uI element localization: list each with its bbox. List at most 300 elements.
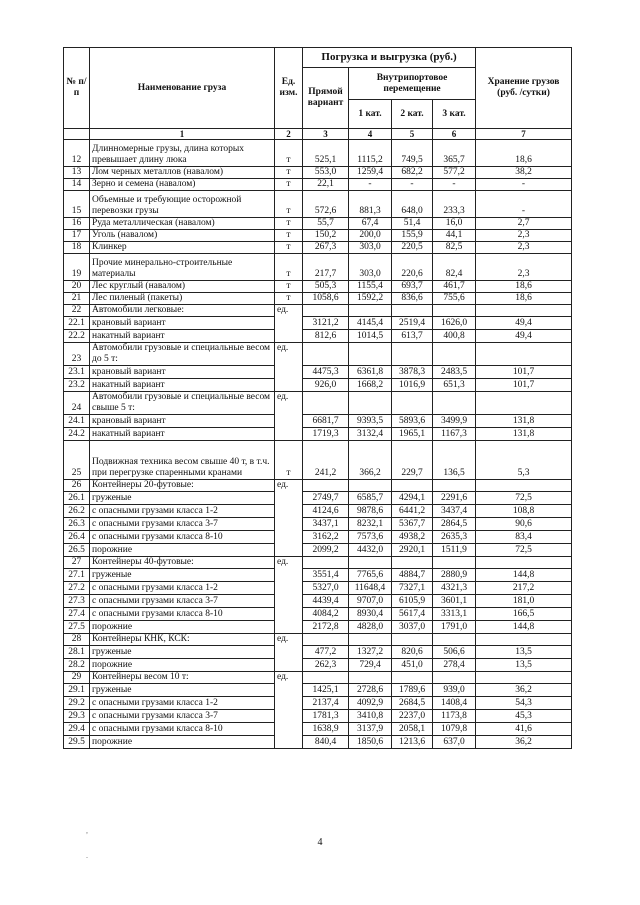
cell-direct: 4084,2 [303,608,349,621]
cell-c3: 2291,6 [433,492,476,505]
group-title: Автомобили легковые: [90,305,275,317]
cell-c1: 9707,0 [349,595,392,608]
cell-c1: 881,3 [349,191,392,218]
table-row [64,140,572,167]
cell-c2: 229,7 [392,441,433,480]
cell-c3: 3499,9 [433,415,476,428]
cell-c3: 400,8 [433,330,476,343]
row-number: 26.1 [64,492,90,505]
row-number: 22 [64,305,90,317]
empty-cell [392,480,433,492]
cargo-name: с опасными грузами класса 8-10 [90,723,275,736]
cell-store: 2,3 [476,242,572,254]
row-number: 26.2 [64,505,90,518]
unit: т [275,441,303,480]
cell-c3: 577,2 [433,167,476,179]
empty-cell [392,392,433,415]
table-row [64,317,572,330]
row-number: 28.1 [64,646,90,659]
cell-c2: 613,7 [392,330,433,343]
cell-store: 13,5 [476,659,572,672]
table-row [64,191,572,218]
row-number: 29 [64,672,90,684]
cell-c2: 2920,1 [392,544,433,557]
cell-c3: 82,4 [433,254,476,281]
col-header-unit: Ед. изм. [275,48,303,129]
cell-store: 2,3 [476,254,572,281]
cell-c3: 637,0 [433,736,476,749]
unit: т [275,293,303,305]
cell-direct: 1058,6 [303,293,349,305]
tariff-table [63,47,572,749]
table-row [64,646,572,659]
cell-c3: 755,6 [433,293,476,305]
cargo-name: с опасными грузами класса 3-7 [90,518,275,531]
table-row [64,480,572,492]
table-row [64,518,572,531]
cell-store: 131,8 [476,415,572,428]
cargo-name: с опасными грузами класса 8-10 [90,608,275,621]
table-body [64,140,572,749]
cell-c1: 303,0 [349,242,392,254]
cell-store: 18,6 [476,293,572,305]
cell-c2: 3037,0 [392,621,433,634]
cell-direct: 2099,2 [303,544,349,557]
cargo-name: Клинкер [90,242,275,254]
row-number: 29.2 [64,697,90,710]
col-header-direct: Прямой вариант [303,68,349,129]
col-header-number: № п/п [64,48,90,129]
unit: т [275,281,303,293]
table-row [64,230,572,242]
cell-direct: 55,7 [303,218,349,230]
cell-direct: 505,3 [303,281,349,293]
cell-c1: 4432,0 [349,544,392,557]
cargo-name: накатный вариант [90,379,275,392]
cell-c2: 5617,4 [392,608,433,621]
cargo-name: Руда металлическая (навалом) [90,218,275,230]
group-title: Контейнеры 40-футовые: [90,557,275,569]
empty-cell [303,480,349,492]
empty-cell [392,343,433,366]
table-row [64,544,572,557]
cell-c3: 3313,1 [433,608,476,621]
cargo-name: накатный вариант [90,330,275,343]
cargo-name: порожние [90,544,275,557]
row-number: 24.2 [64,428,90,441]
cell-store: 49,4 [476,317,572,330]
cargo-name: Объемные и требующие осторожной перевозки грузы [90,191,275,218]
cell-direct: 3437,1 [303,518,349,531]
index-cell: 3 [303,129,349,140]
cell-store: 54,3 [476,697,572,710]
row-number: 17 [64,230,90,242]
cell-c1: - [349,179,392,191]
cargo-name: порожние [90,621,275,634]
cell-c2: 2519,4 [392,317,433,330]
unit: т [275,242,303,254]
cell-c3: 2635,3 [433,531,476,544]
cargo-name: груженые [90,492,275,505]
cell-c2: 3878,3 [392,366,433,379]
empty-cell [433,305,476,317]
unit: т [275,230,303,242]
cargo-name: накатный вариант [90,428,275,441]
cell-c1: 3132,4 [349,428,392,441]
empty-cell [349,480,392,492]
cargo-name: с опасными грузами класса 1-2 [90,697,275,710]
cell-store: 181,0 [476,595,572,608]
cell-c2: 648,0 [392,191,433,218]
group-title: Автомобили грузовые и специальные весом свыше 5 т: [90,392,275,415]
cell-store: 166,5 [476,608,572,621]
cell-store: 101,7 [476,366,572,379]
table-row [64,723,572,736]
cell-c1: 1014,5 [349,330,392,343]
cell-c1: 200,0 [349,230,392,242]
col-header-cat1: 1 кат. [349,100,392,129]
empty-cell [303,305,349,317]
table-row [64,634,572,646]
unit: т [275,218,303,230]
table-row [64,343,572,366]
table-row [64,492,572,505]
empty-cell [433,634,476,646]
unit: т [275,179,303,191]
cell-store: 72,5 [476,492,572,505]
row-number: 20 [64,281,90,293]
cell-c2: - [392,179,433,191]
cell-c2: 220,5 [392,242,433,254]
cell-c2: 1213,6 [392,736,433,749]
cell-c2: 4294,1 [392,492,433,505]
cell-store: 144,8 [476,621,572,634]
table-row [64,672,572,684]
index-cell: 5 [392,129,433,140]
cell-c1: 8930,4 [349,608,392,621]
row-number: 27 [64,557,90,569]
empty-cell [476,634,572,646]
table-row [64,531,572,544]
row-number: 29.1 [64,684,90,697]
cargo-name: Зерно и семена (навалом) [90,179,275,191]
cell-c2: 51,4 [392,218,433,230]
cell-store: 5,3 [476,441,572,480]
cargo-name: порожние [90,736,275,749]
cell-c3: 365,7 [433,140,476,167]
cargo-name: Лес пиленый (пакеты) [90,293,275,305]
table-row [64,608,572,621]
cell-c2: 5893,6 [392,415,433,428]
row-number: 26 [64,480,90,492]
row-number: 22.1 [64,317,90,330]
row-number: 27.4 [64,608,90,621]
cargo-name: Лес круглый (навалом) [90,281,275,293]
cargo-name: Прочие минерально-строительные материалы [90,254,275,281]
row-number: 26.5 [64,544,90,557]
cell-c3: 1167,3 [433,428,476,441]
cell-c3: 939,0 [433,684,476,697]
cell-c3: 233,3 [433,191,476,218]
table-header [64,48,572,140]
table-row [64,242,572,254]
table-row [64,428,572,441]
cell-store: - [476,191,572,218]
cargo-name: крановый вариант [90,366,275,379]
cargo-name: Подвижная техника весом свыше 40 т, в т.ч. при перегрузке спаренными кранами [90,441,275,480]
table-row [64,293,572,305]
col-header-storage: Хранение грузов (руб. /сутки) [476,48,572,129]
cell-c2: 6105,9 [392,595,433,608]
row-number: 29.5 [64,736,90,749]
table-row [64,415,572,428]
index-cell: 7 [476,129,572,140]
empty-cell [476,480,572,492]
cell-direct: 262,3 [303,659,349,672]
col-header-inport: Внутрипортовое перемещение [349,68,476,100]
empty-cell [476,557,572,569]
scan-mark: . [86,851,88,860]
empty-cell [349,343,392,366]
empty-cell [349,305,392,317]
row-number: 26.3 [64,518,90,531]
col-header-name: Наименование груза [90,48,275,129]
cell-c2: 1016,9 [392,379,433,392]
unit: т [275,191,303,218]
table-row [64,736,572,749]
cell-direct: 477,2 [303,646,349,659]
cell-store: 38,2 [476,167,572,179]
empty-cell [433,557,476,569]
row-number: 25 [64,441,90,480]
cargo-name: с опасными грузами класса 3-7 [90,710,275,723]
index-cell [64,129,90,140]
row-number: 27.1 [64,569,90,582]
table-row [64,218,572,230]
cell-store: - [476,179,572,191]
unit: т [275,167,303,179]
row-number: 23 [64,343,90,366]
row-number: 27.5 [64,621,90,634]
row-number: 27.3 [64,595,90,608]
cell-c2: 836,6 [392,293,433,305]
cell-store: 101,7 [476,379,572,392]
cargo-name: Длинномерные грузы, длина которых превышает длину люка [90,140,275,167]
cell-store: 144,8 [476,569,572,582]
cargo-name: груженые [90,569,275,582]
cell-c1: 11648,4 [349,582,392,595]
cell-c3: 4321,3 [433,582,476,595]
cell-direct: 1719,3 [303,428,349,441]
cell-direct: 6681,7 [303,415,349,428]
table-row [64,684,572,697]
cell-direct: 3121,2 [303,317,349,330]
empty-cell [392,672,433,684]
cell-direct: 267,3 [303,242,349,254]
index-cell: 4 [349,129,392,140]
cell-c3: 44,1 [433,230,476,242]
empty-cell [349,557,392,569]
table-row [64,659,572,672]
cell-c1: 3410,8 [349,710,392,723]
unit: т [275,140,303,167]
cell-store: 41,6 [476,723,572,736]
empty-cell [303,672,349,684]
row-number: 21 [64,293,90,305]
cell-store: 13,5 [476,646,572,659]
cargo-name: с опасными грузами класса 3-7 [90,595,275,608]
cell-store: 2,3 [476,230,572,242]
empty-cell [392,634,433,646]
empty-cell [433,480,476,492]
cell-c1: 1668,2 [349,379,392,392]
table-row [64,179,572,191]
cell-c1: 9878,6 [349,505,392,518]
cell-store: 108,8 [476,505,572,518]
cell-c2: 5367,7 [392,518,433,531]
col-header-loading: Погрузка и выгрузка (руб.) [303,48,476,68]
table-row [64,441,572,480]
table-row [64,281,572,293]
cell-direct: 241,2 [303,441,349,480]
empty-cell [392,557,433,569]
cell-store: 18,6 [476,281,572,293]
cell-store: 49,4 [476,330,572,343]
cell-c1: 729,4 [349,659,392,672]
row-number: 16 [64,218,90,230]
empty-cell [476,672,572,684]
row-number: 22.2 [64,330,90,343]
row-number: 13 [64,167,90,179]
empty-cell [303,557,349,569]
empty-cell [349,392,392,415]
table-row [64,330,572,343]
cargo-name: груженые [90,646,275,659]
table-row [64,697,572,710]
empty-cell [303,634,349,646]
cell-c1: 67,4 [349,218,392,230]
row-number: 19 [64,254,90,281]
cell-direct: 4124,6 [303,505,349,518]
table-row [64,254,572,281]
cell-direct: 572,6 [303,191,349,218]
scan-mark: , [86,826,88,835]
cell-c3: 3601,1 [433,595,476,608]
row-number: 29.3 [64,710,90,723]
table-row [64,595,572,608]
row-number: 28.2 [64,659,90,672]
cell-c3: 16,0 [433,218,476,230]
cell-c1: 1259,4 [349,167,392,179]
table-row [64,392,572,415]
group-title: Контейнеры КНК, КСК: [90,634,275,646]
row-number: 27.2 [64,582,90,595]
col-header-cat3: 3 кат. [433,100,476,129]
index-cell: 2 [275,129,303,140]
cell-c3: 2864,5 [433,518,476,531]
cell-c3: 1173,8 [433,710,476,723]
cell-store: 83,4 [476,531,572,544]
empty-cell [303,343,349,366]
table-row [64,305,572,317]
column-index-row [64,129,572,140]
index-cell: 6 [433,129,476,140]
table-row [64,379,572,392]
cell-c2: 7327,1 [392,582,433,595]
cell-c3: 82,5 [433,242,476,254]
unit: ед. [275,305,303,343]
group-title: Контейнеры 20-футовые: [90,480,275,492]
empty-cell [349,672,392,684]
cell-direct: 3162,2 [303,531,349,544]
cell-direct: 5327,0 [303,582,349,595]
cell-c3: 1511,9 [433,544,476,557]
cell-c3: 278,4 [433,659,476,672]
cell-c3: 1626,0 [433,317,476,330]
row-number: 14 [64,179,90,191]
cell-direct: 217,7 [303,254,349,281]
cell-c1: 9393,5 [349,415,392,428]
cell-direct: 840,4 [303,736,349,749]
cell-direct: 4439,4 [303,595,349,608]
unit: ед. [275,634,303,672]
cell-c3: 506,6 [433,646,476,659]
row-number: 28 [64,634,90,646]
cell-c3: 651,3 [433,379,476,392]
cargo-name: с опасными грузами класса 1-2 [90,505,275,518]
row-number: 23.1 [64,366,90,379]
cell-c2: 2058,1 [392,723,433,736]
empty-cell [433,672,476,684]
cell-c3: - [433,179,476,191]
cargo-name: груженые [90,684,275,697]
row-number: 15 [64,191,90,218]
empty-cell [476,392,572,415]
row-number: 24.1 [64,415,90,428]
table-row [64,569,572,582]
cell-c1: 7573,6 [349,531,392,544]
cell-c2: 451,0 [392,659,433,672]
cell-c3: 1408,4 [433,697,476,710]
cell-c2: 2684,5 [392,697,433,710]
cell-direct: 150,2 [303,230,349,242]
cell-c1: 4092,9 [349,697,392,710]
cell-direct: 812,6 [303,330,349,343]
cell-store: 36,2 [476,684,572,697]
cell-c3: 3437,4 [433,505,476,518]
cell-c1: 6585,7 [349,492,392,505]
cell-direct: 2172,8 [303,621,349,634]
cell-c2: 820,6 [392,646,433,659]
table-row [64,621,572,634]
cell-c2: 220,6 [392,254,433,281]
index-cell: 1 [90,129,275,140]
cell-c2: 2237,0 [392,710,433,723]
cargo-name: с опасными грузами класса 1-2 [90,582,275,595]
cell-c1: 303,0 [349,254,392,281]
table-row [64,505,572,518]
cell-c2: 1789,6 [392,684,433,697]
empty-cell [476,343,572,366]
cell-c2: 4938,2 [392,531,433,544]
cell-c1: 1850,6 [349,736,392,749]
cell-c3: 1079,8 [433,723,476,736]
unit: т [275,254,303,281]
group-title: Контейнеры весом 10 т: [90,672,275,684]
cell-c2: 682,2 [392,167,433,179]
row-number: 12 [64,140,90,167]
cell-store: 90,6 [476,518,572,531]
